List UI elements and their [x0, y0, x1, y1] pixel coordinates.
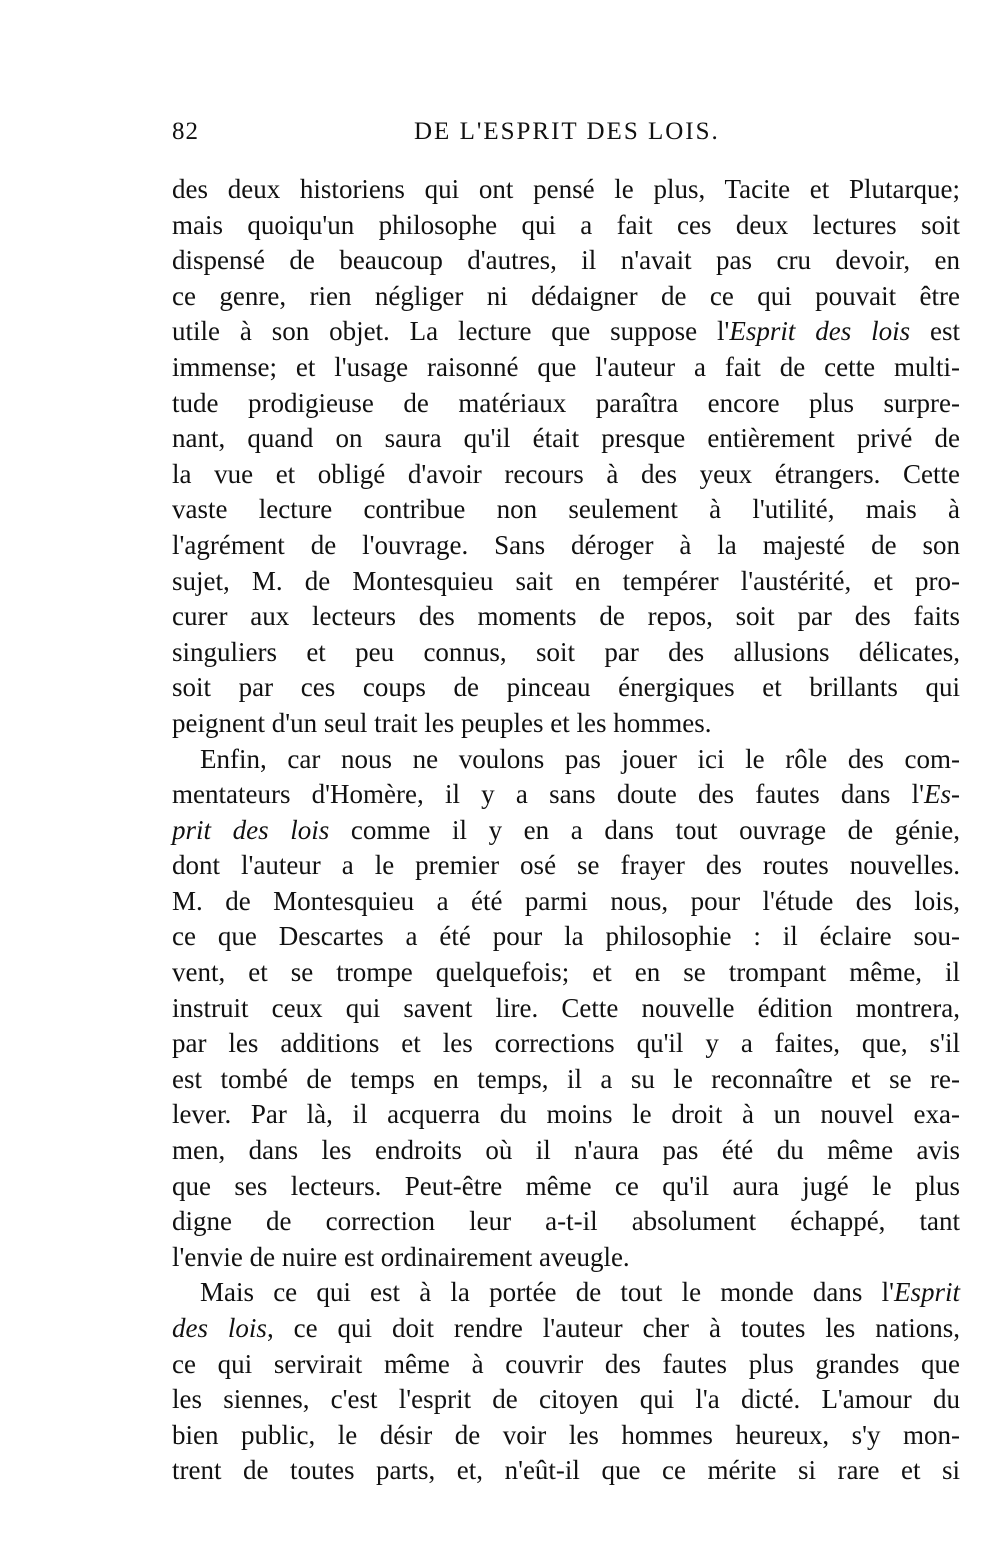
- text-run: dispensé de beaucoup d'autres, il n'avait pas cru devoir, en: [172, 245, 960, 276]
- text-run: M. de Montesquieu a été parmi nous, pour l'étude des lois,: [172, 885, 960, 916]
- running-title: DE L'ESPRIT DES LOIS.: [414, 118, 720, 145]
- text-run: curer aux lecteurs des moments de repos, soit par des faits: [172, 601, 960, 632]
- text-run: mentateurs d'Homère, il y a sans doute des fautes dans l': [172, 779, 924, 810]
- text-line: [172, 955, 960, 991]
- text-run: men, dans les endroits où il n'aura pas été du même avis: [172, 1135, 960, 1166]
- text-run: par les additions et les corrections qu'il y a faites, que, s'il: [172, 1028, 960, 1059]
- text-run: bien public, le désir de voir les hommes heureux, s'y mon-: [172, 1419, 960, 1450]
- text-run: comme il y en a dans tout ouvrage de génie,: [329, 814, 960, 845]
- text-line: [172, 1062, 960, 1098]
- text-run: mais quoiqu'un philosophe qui a fait ces deux lectures soit: [172, 209, 960, 240]
- body-text: [172, 172, 960, 1489]
- text-line: [172, 1453, 960, 1489]
- text-run: dont l'auteur a le premier osé se frayer des routes nouvelles.: [172, 850, 960, 881]
- text-run: ce que Descartes a été pour la philosophie : il éclaire sou-: [172, 921, 960, 952]
- text-run: des deux historiens qui ont pensé le plus, Tacite et Plutarque;: [172, 174, 960, 204]
- text-line: [172, 564, 960, 600]
- text-run: est tombé de temps en temps, il a su le reconnaître et se re-: [172, 1063, 960, 1094]
- text-line: [172, 1133, 960, 1169]
- text-run: sujet, M. de Montesquieu sait en tempérer l'austérité, et pro-: [172, 565, 960, 596]
- text-line: [172, 848, 960, 884]
- text-run: ce genre, rien négliger ni dédaigner de ce qui pouvait être: [172, 280, 960, 311]
- text-line: [172, 742, 960, 778]
- text-run: instruit ceux qui savent lire. Cette nouvelle édition montrera,: [172, 992, 960, 1023]
- text-run: Enfin, car nous ne voulons pas jouer ici le rôle des com-: [200, 743, 960, 774]
- text-run: l'envie de nuire est ordinairement aveugle.: [172, 1241, 630, 1272]
- text-line: [172, 1418, 960, 1454]
- text-line: [172, 386, 960, 422]
- italic-title-run: Esprit: [893, 1277, 960, 1308]
- text-line: [172, 492, 960, 528]
- text-run: peignent d'un seul trait les peuples et les hommes.: [172, 707, 712, 738]
- text-line: [172, 1169, 960, 1205]
- text-line: [172, 350, 960, 386]
- text-line: [172, 813, 960, 849]
- italic-title-run: prit des lois: [172, 814, 330, 845]
- text-line: [172, 1240, 960, 1276]
- text-run: trent de toutes parts, et, n'eût-il que ce mérite si rare et si: [172, 1455, 960, 1486]
- text-line: [172, 670, 960, 706]
- text-line: [172, 777, 960, 813]
- text-run: Mais ce qui est à la portée de tout le monde dans l': [200, 1277, 894, 1308]
- text-run: l'agrément de l'ouvrage. Sans déroger à la majesté de son: [172, 529, 960, 560]
- text-run: les siennes, c'est l'esprit de citoyen qui l'a dicté. L'amour du: [172, 1384, 960, 1415]
- text-run: vaste lecture contribue non seulement à l'utilité, mais à: [172, 494, 960, 525]
- text-line: [172, 421, 960, 457]
- italic-title-run: des lois: [172, 1313, 267, 1343]
- text-run: nant, quand on saura qu'il était presque entièrement privé de: [172, 423, 960, 454]
- text-line: [172, 599, 960, 635]
- text-line: [172, 1382, 960, 1418]
- page-header: [172, 118, 960, 158]
- text-run: utile à son objet. La lecture que suppose l': [172, 316, 730, 347]
- text-line: [172, 1275, 960, 1311]
- text-line: [172, 1026, 960, 1062]
- text-line: [172, 208, 960, 244]
- text-line: [172, 1097, 960, 1133]
- text-line: [172, 314, 960, 350]
- text-run: la vue et obligé d'avoir recours à des yeux étrangers. Cette: [172, 458, 960, 489]
- text-run: immense; et l'usage raisonné que l'auteur a fait de cette multi-: [172, 351, 960, 382]
- text-run: , ce qui doit rendre l'auteur cher à toutes les nations,: [266, 1313, 960, 1343]
- text-run: lever. Par là, il acquerra du moins le droit à un nouvel exa-: [172, 1099, 960, 1130]
- text-line: [172, 991, 960, 1027]
- text-line: [172, 884, 960, 920]
- italic-title-run: Es-: [924, 779, 960, 810]
- italic-title-run: Esprit des lois: [729, 316, 911, 347]
- text-line: [172, 172, 960, 208]
- text-line: [172, 635, 960, 671]
- text-line: [172, 706, 960, 742]
- text-run: vent, et se trompe quelquefois; et en se trompant même, il: [172, 957, 960, 988]
- text-run: tude prodigieuse de matériaux paraîtra encore plus surpre-: [172, 387, 960, 418]
- text-run: singuliers et peu connus, soit par des allusions délicates,: [172, 636, 960, 667]
- text-run: digne de correction leur a-t-il absolument échappé, tant: [172, 1206, 960, 1237]
- text-run: ce qui servirait même à couvrir des fautes plus grandes que: [172, 1348, 960, 1379]
- text-line: [172, 279, 960, 315]
- text-line: [172, 528, 960, 564]
- text-line: [172, 1204, 960, 1240]
- page-number: 82: [172, 118, 199, 145]
- text-line: [172, 919, 960, 955]
- text-run: est: [910, 316, 960, 347]
- text-line: [172, 1311, 960, 1347]
- text-run: soit par ces coups de pinceau énergiques et brillants qui: [172, 672, 960, 703]
- text-line: [172, 457, 960, 493]
- text-line: [172, 243, 960, 279]
- text-line: [172, 1347, 960, 1383]
- text-run: que ses lecteurs. Peut-être même ce qu'il aura jugé le plus: [172, 1170, 960, 1201]
